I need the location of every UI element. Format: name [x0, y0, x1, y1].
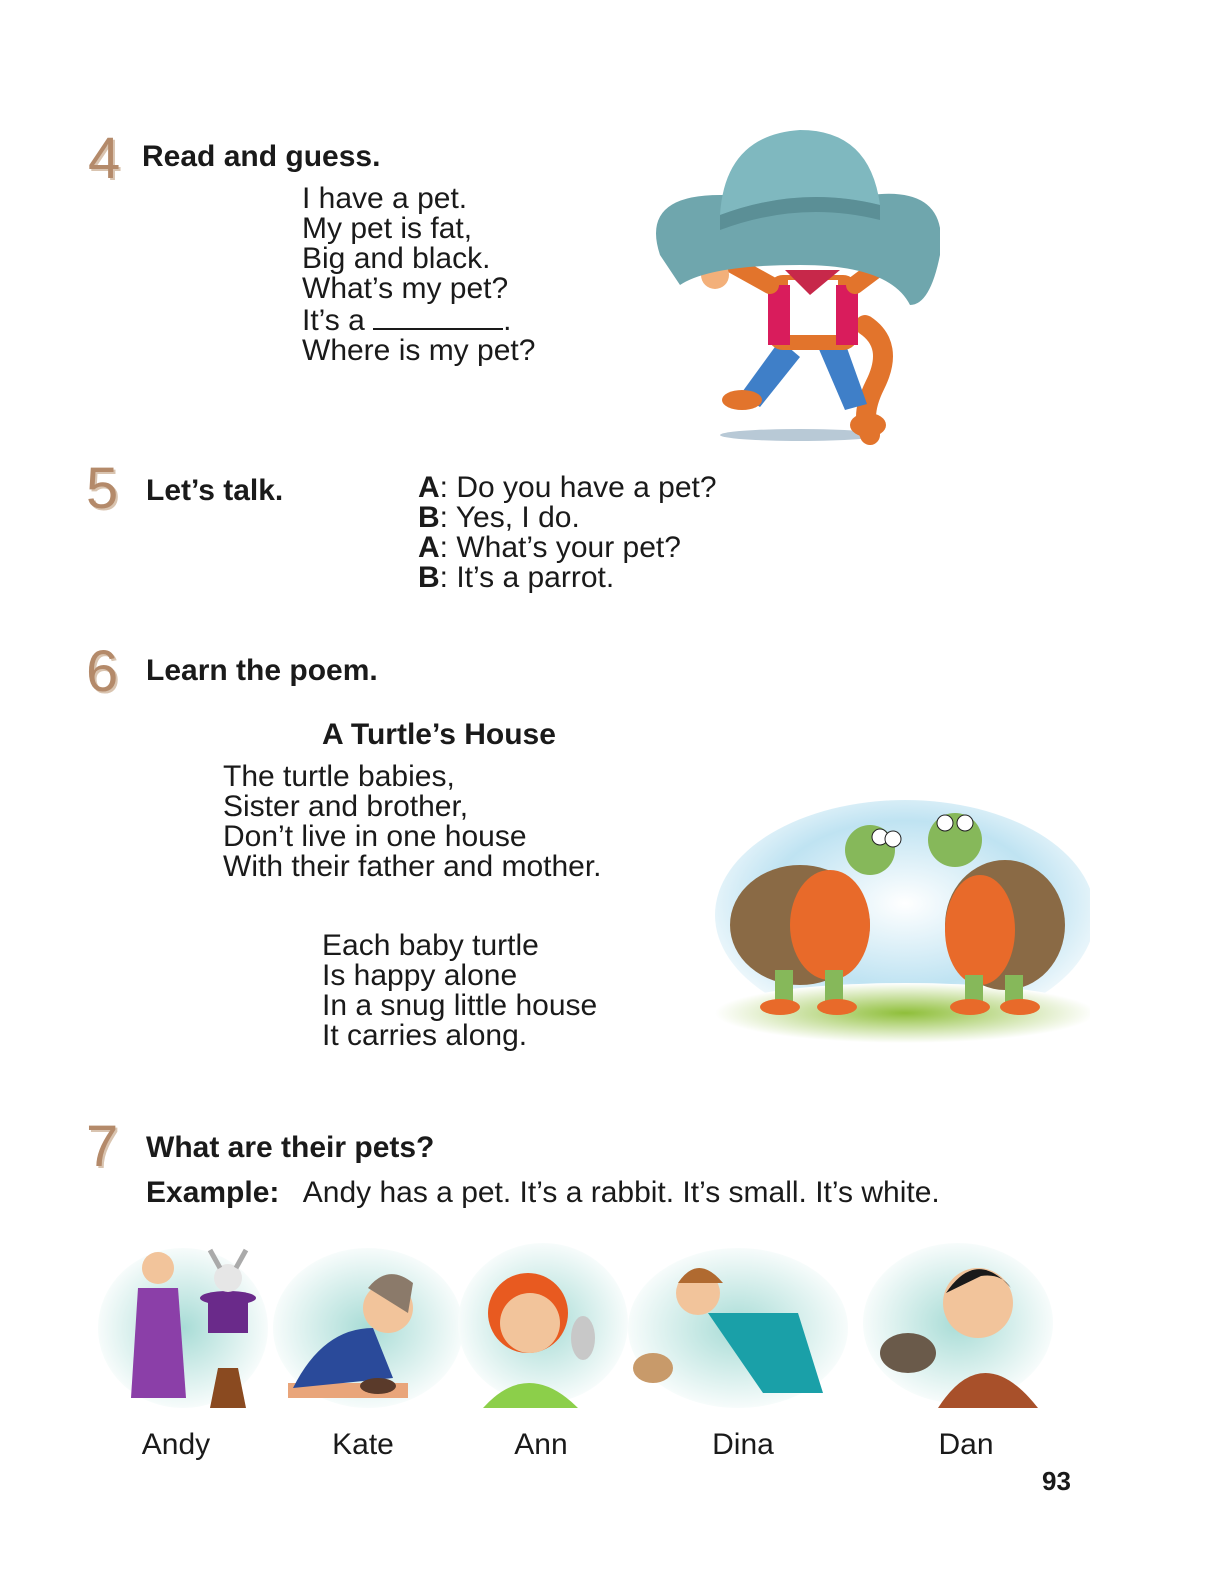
- dialog-text: : Yes, I do.: [439, 501, 580, 534]
- example-text: Andy has a pet. It’s a rabbit. It’s small. It’s white.: [302, 1176, 940, 1209]
- cat-cowboy-illustration: [640, 125, 940, 445]
- poem-line: In a snug little house: [322, 989, 598, 1022]
- dialog-speaker: A: [418, 531, 440, 564]
- page-number: 93: [1042, 1466, 1071, 1496]
- riddle-line: My pet is fat,: [302, 212, 473, 245]
- kid-name-dan: Dan: [938, 1428, 994, 1461]
- exercise-heading: Learn the poem.: [146, 654, 378, 687]
- dialog-text: : Do you have a pet?: [439, 471, 717, 504]
- turtles-illustration: [705, 795, 1090, 1045]
- exercise-heading: Let’s talk.: [146, 474, 284, 507]
- poem-stanza-1: [223, 762, 602, 882]
- kid-name-ann: Ann: [514, 1428, 568, 1461]
- example-line: [146, 1178, 940, 1208]
- exercise-number: 4: [88, 126, 121, 191]
- poem-line: With their father and mother.: [223, 850, 602, 883]
- blank-period: .: [503, 304, 512, 337]
- exercise-number: 7: [86, 1114, 119, 1179]
- poem-line: It carries along.: [322, 1019, 528, 1052]
- dialog-line: [418, 563, 717, 593]
- poem-line: Sister and brother,: [223, 790, 469, 823]
- exercise-number: 5: [86, 456, 119, 521]
- poem-title: A Turtle’s House: [322, 718, 556, 751]
- riddle-line: Where is my pet?: [302, 334, 536, 367]
- riddle-line: What’s my pet?: [302, 272, 509, 305]
- dialog-text: : It’s a parrot.: [439, 561, 615, 594]
- answer-blank: [373, 304, 503, 330]
- riddle-line-blank: [302, 304, 535, 336]
- dialog-speaker: B: [418, 561, 440, 594]
- poem-line: Is happy alone: [322, 959, 518, 992]
- riddle-line: I have a pet.: [302, 182, 468, 215]
- dialog-speaker: A: [418, 471, 440, 504]
- kid-name-dina: Dina: [712, 1428, 774, 1461]
- poem-line: The turtle babies,: [223, 760, 455, 793]
- riddle-line: It’s a: [302, 304, 365, 337]
- dialog-text: : What’s your pet?: [439, 531, 681, 564]
- poem-line: Each baby turtle: [322, 929, 539, 962]
- dialog-line: [418, 533, 717, 563]
- dialog-speaker: B: [418, 501, 440, 534]
- kid-name-andy: Andy: [141, 1428, 211, 1461]
- kid-name-kate: Kate: [332, 1428, 394, 1461]
- riddle-line: Big and black.: [302, 242, 491, 275]
- exercise-heading: What are their pets?: [146, 1131, 435, 1164]
- exercise-number: 6: [86, 639, 119, 704]
- example-label: Example:: [146, 1176, 280, 1209]
- riddle-text: [302, 184, 535, 366]
- dialog: [418, 473, 717, 593]
- kids-with-pets-illustration: [98, 1238, 1058, 1433]
- poem-stanza-2: [322, 931, 597, 1051]
- poem-line: Don’t live in one house: [223, 820, 527, 853]
- exercise-heading: Read and guess.: [142, 140, 381, 173]
- dialog-line: [418, 473, 717, 503]
- dialog-line: [418, 503, 717, 533]
